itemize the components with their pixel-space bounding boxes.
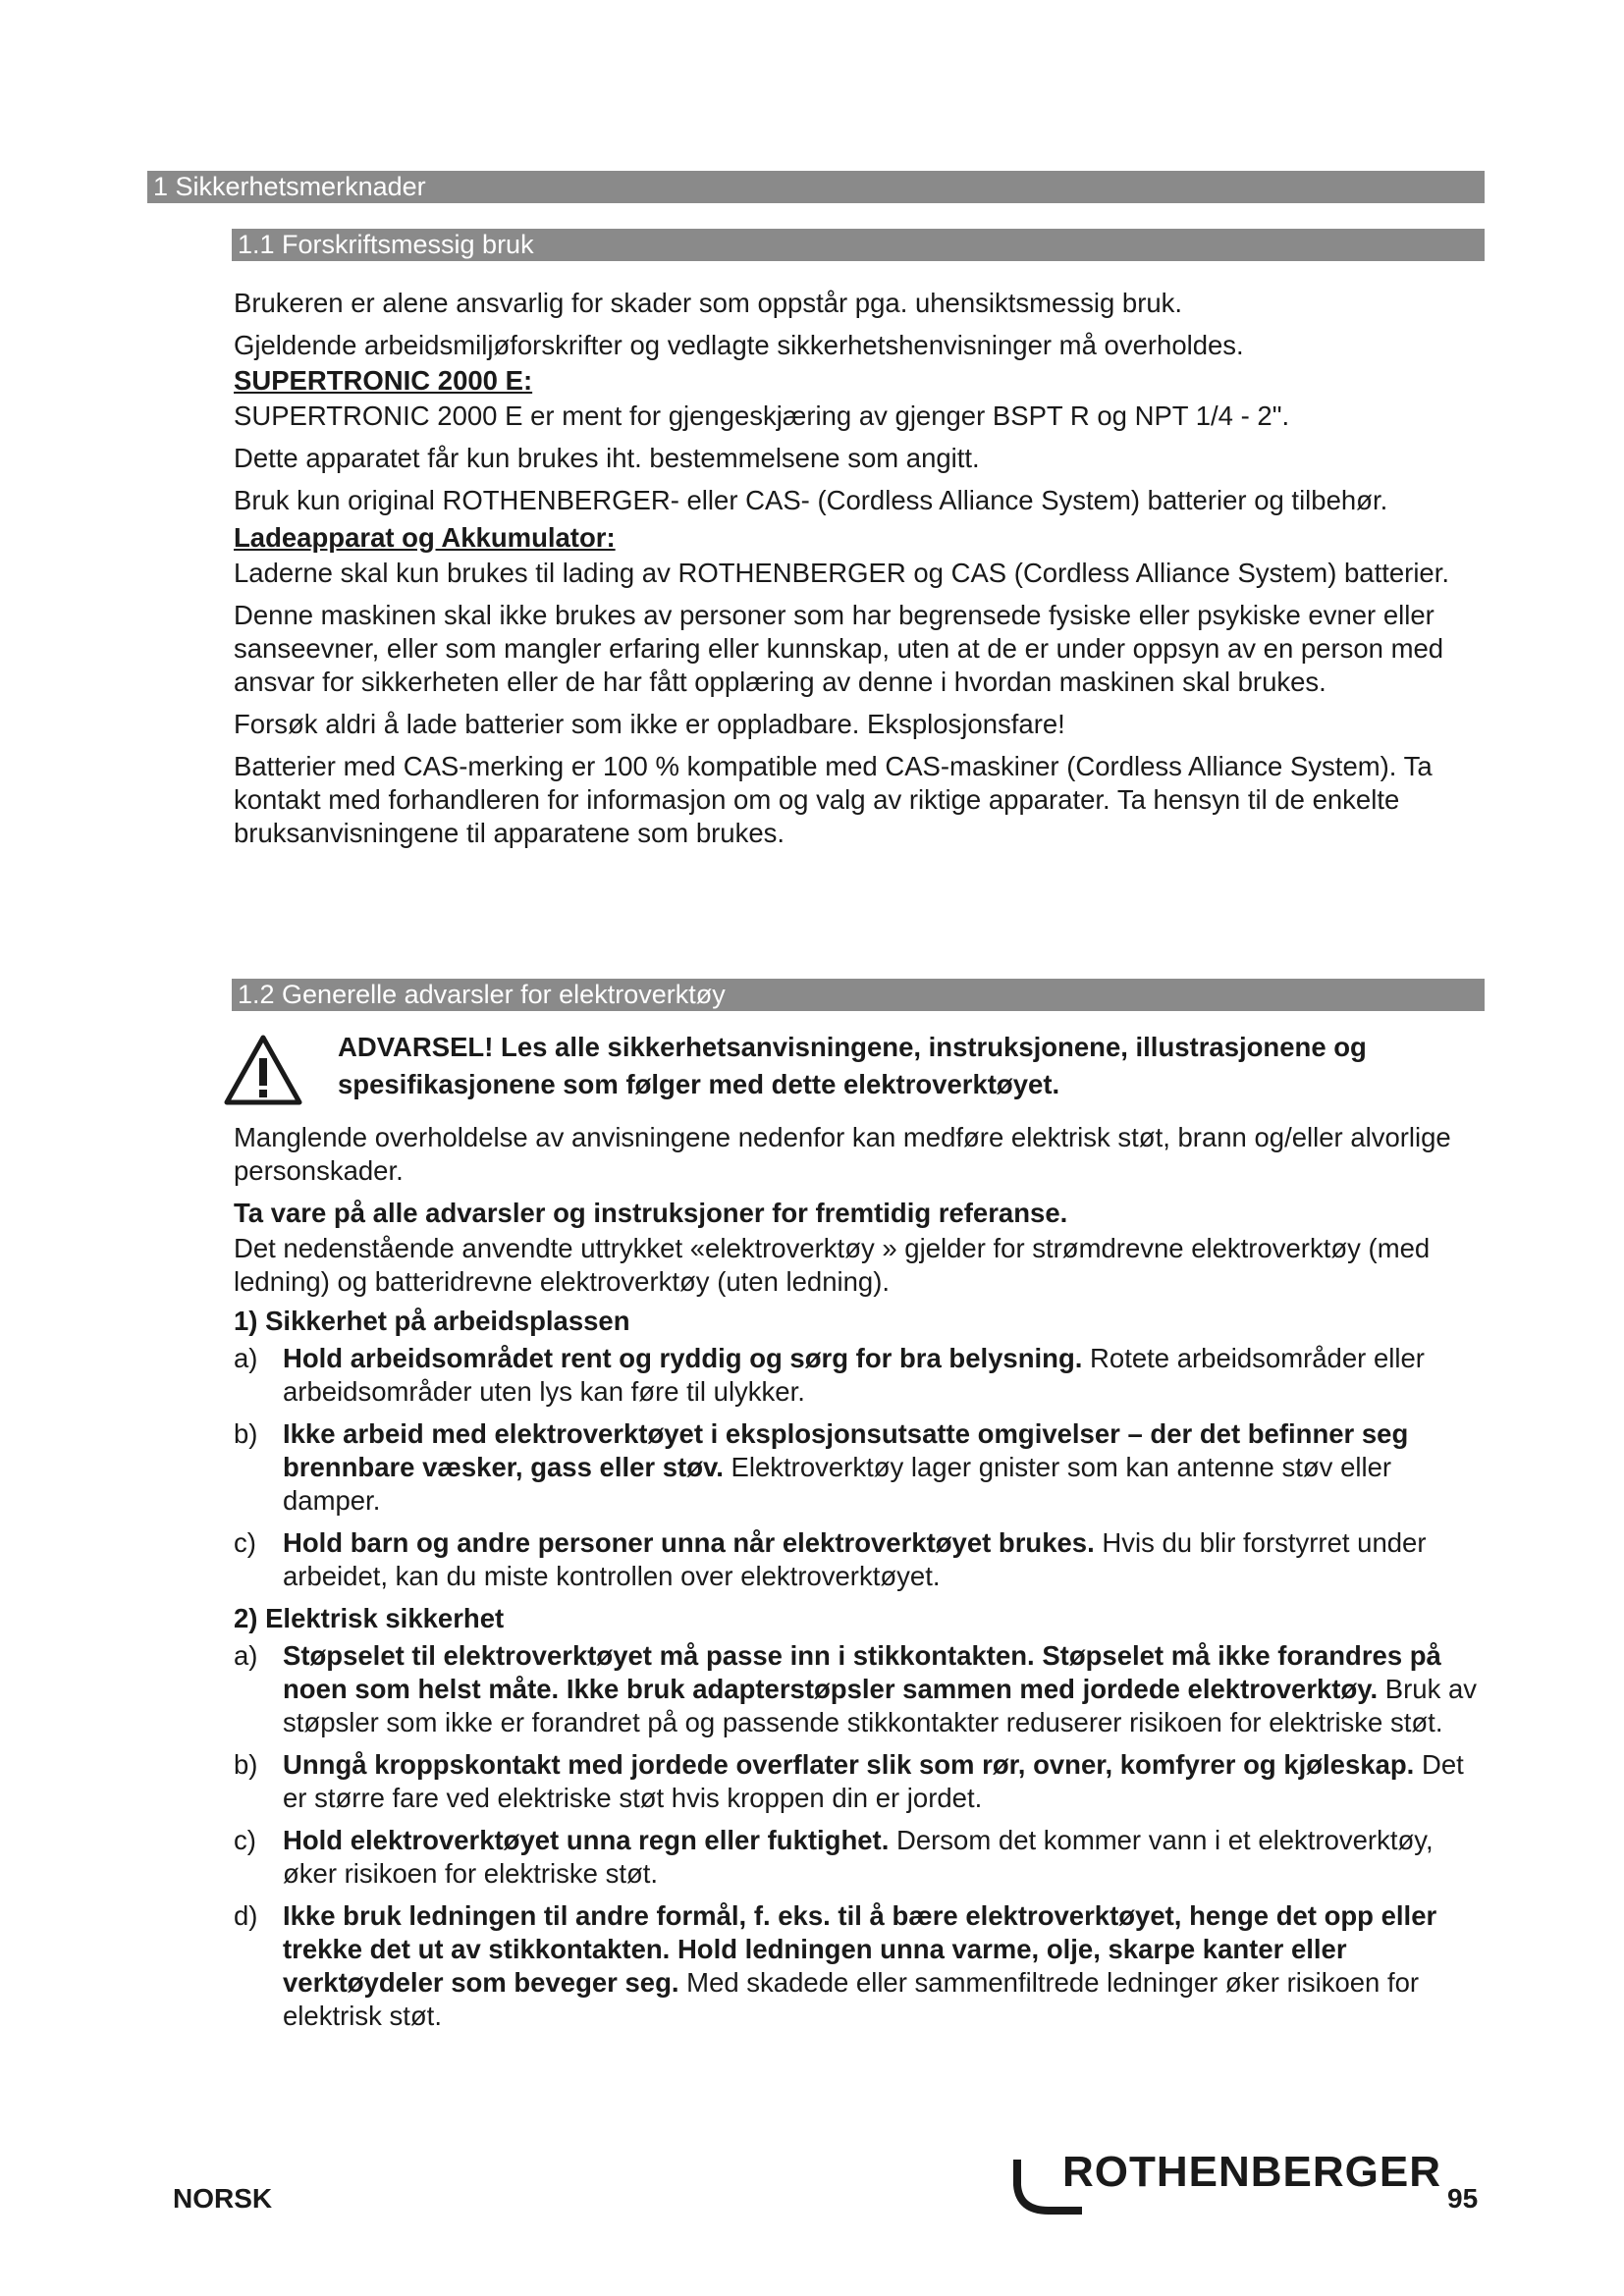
list-marker: a) bbox=[234, 1640, 258, 1671]
list-item bbox=[234, 1748, 1483, 1815]
subheading-supertronic: SUPERTRONIC 2000 E: bbox=[234, 365, 533, 396]
section-1-1-body bbox=[234, 287, 1483, 859]
paragraph: SUPERTRONIC 2000 E er ment for gjengeskjæring av gjenger BSPT R og NPT 1/4 - 2". bbox=[234, 400, 1290, 431]
list-item-bold: Hold elektroverktøyet unna regn eller fuktighet. bbox=[283, 1825, 890, 1855]
list-item-bold: Ikke arbeid med elektroverktøyet i eksplosjonsutsatte omgivelser – der det befinner seg brennbare væsker, gass eller støv. bbox=[283, 1418, 1409, 1482]
warning-box bbox=[224, 1029, 1490, 1103]
footer-language: NORSK bbox=[173, 2183, 273, 2214]
list-marker: d) bbox=[234, 1900, 258, 1931]
list-marker: b) bbox=[234, 1418, 258, 1449]
list-item-text: Rotete arbeidsområder eller arbeidsområder uten lys kan føre til ulykker. bbox=[283, 1343, 1425, 1407]
list-item-text: Bruk av støpsler som ikke er forandret på og passende stikkontakter reduserer risikoen for elektriske støt. bbox=[283, 1674, 1478, 1737]
section-1-2-body bbox=[234, 1121, 1483, 2042]
list-item-text: Dersom det kommer vann i et elektroverktøy, øker risikoen for elektriske støt. bbox=[283, 1825, 1434, 1889]
paragraph: Dette apparatet får kun brukes iht. bestemmelsene som angitt. bbox=[234, 443, 980, 473]
paragraph-bold: Ta vare på alle advarsler og instruksjoner for fremtidig referanse. bbox=[234, 1198, 1068, 1228]
list-marker: b) bbox=[234, 1749, 258, 1780]
group-title-electrical-safety: 2) Elektrisk sikkerhet bbox=[234, 1603, 505, 1633]
list-item bbox=[234, 1417, 1483, 1518]
page-number: 95 bbox=[1447, 2183, 1479, 2214]
workplace-safety-list bbox=[234, 1342, 1483, 1593]
paragraph: Laderne skal kun brukes til lading av ROTHENBERGER og CAS (Cordless Alliance System) batterier. bbox=[234, 558, 1450, 588]
list-item bbox=[234, 1526, 1483, 1593]
list-marker: c) bbox=[234, 1527, 256, 1558]
list-marker: c) bbox=[234, 1825, 256, 1855]
warning-text: ADVARSEL! Les alle sikkerhetsanvisningene, instruksjonene, illustrasjonene og spesifikasjonene som følger med dette elektroverktøyet. bbox=[338, 1032, 1367, 1099]
list-item-text: Elektroverktøy lager gnister som kan antenne støv eller damper. bbox=[283, 1452, 1392, 1516]
section-heading-1: 1 Sikkerhetsmerknader bbox=[147, 171, 1485, 203]
list-item-text: Hvis du blir forstyrret under arbeidet, kan du miste kontrollen over elektroverktøyet. bbox=[283, 1527, 1427, 1591]
list-item bbox=[234, 1342, 1483, 1409]
list-marker: a) bbox=[234, 1343, 258, 1373]
brand-logo bbox=[1011, 2146, 1442, 2216]
subheading-charger: Ladeapparat og Akkumulator: bbox=[234, 522, 616, 553]
warning-triangle-icon bbox=[224, 1035, 302, 1105]
section-heading-1-1: 1.1 Forskriftsmessig bruk bbox=[232, 229, 1485, 261]
list-item bbox=[234, 1899, 1483, 2033]
section-heading-1-2: 1.2 Generelle advarsler for elektroverktøy bbox=[232, 979, 1485, 1011]
paragraph: Brukeren er alene ansvarlig for skader som oppstår pga. uhensiktsmessig bruk. bbox=[234, 288, 1183, 318]
group-title-workplace-safety: 1) Sikkerhet på arbeidsplassen bbox=[234, 1306, 630, 1336]
list-item-bold: Unngå kroppskontakt med jordede overflater slik som rør, ovner, komfyrer og kjøleskap. bbox=[283, 1749, 1415, 1780]
paragraph: Batterier med CAS-merking er 100 % kompatible med CAS-maskiner (Cordless Alliance System). Ta kontakt med forhandleren for informasjon om og valg av riktige apparater. Ta hensyn til de enkelte bruksanvisningene til apparatene som brukes. bbox=[234, 751, 1433, 848]
list-item-text: Det er større fare ved elektriske støt hvis kroppen din er jordet. bbox=[283, 1749, 1464, 1813]
paragraph: Det nedenstående anvendte uttrykket «elektroverktøy » gjelder for strømdrevne elektroverktøy (med ledning) og batteridrevne elektroverktøy (uten ledning). bbox=[234, 1233, 1431, 1297]
paragraph: Manglende overholdelse av anvisningene nedenfor kan medføre elektrisk støt, brann og/eller alvorlige personskader. bbox=[234, 1122, 1451, 1186]
list-item-bold: Ikke bruk ledningen til andre formål, f. eks. til å bære elektroverktøyet, henge det opp eller trekke det ut av stikkontakten. Hold ledningen unna varme, olje, skarpe kanter eller verktøydeler som beveger seg. bbox=[283, 1900, 1437, 1998]
paragraph: Bruk kun original ROTHENBERGER- eller CAS- (Cordless Alliance System) batterier og tilbehør. bbox=[234, 485, 1388, 515]
paragraph: Gjeldende arbeidsmiljøforskrifter og vedlagte sikkerhetshenvisninger må overholdes. bbox=[234, 330, 1244, 360]
list-item-bold: Hold barn og andre personer unna når elektroverktøyet brukes. bbox=[283, 1527, 1095, 1558]
list-item-bold: Støpselet til elektroverktøyet må passe inn i stikkontakten. Støpselet må ikke forandres på noen som helst måte. Ikke bruk adapterstøpsler sammen med jordede elektroverktøy. bbox=[283, 1640, 1441, 1704]
electrical-safety-list bbox=[234, 1639, 1483, 2033]
list-item-text: Med skadede eller sammenfiltrede ledninger øker risikoen for elektrisk støt. bbox=[283, 1967, 1420, 2031]
paragraph: Forsøk aldri å lade batterier som ikke er oppladbare. Eksplosjonsfare! bbox=[234, 709, 1065, 739]
list-item bbox=[234, 1639, 1483, 1739]
brand-name: ROTHENBERGER bbox=[1062, 2148, 1442, 2196]
list-item-bold: Hold arbeidsområdet rent og ryddig og sørg for bra belysning. bbox=[283, 1343, 1083, 1373]
paragraph: Denne maskinen skal ikke brukes av personer som har begrensede fysiske eller psykiske evner eller sanseevner, eller som mangler erfaring eller kunnskap, uten at de er under oppsyn av en person med ansvar for sikkerheten eller de har fått opplæring av denne i hvordan maskinen skal brukes. bbox=[234, 600, 1444, 697]
list-item bbox=[234, 1824, 1483, 1891]
